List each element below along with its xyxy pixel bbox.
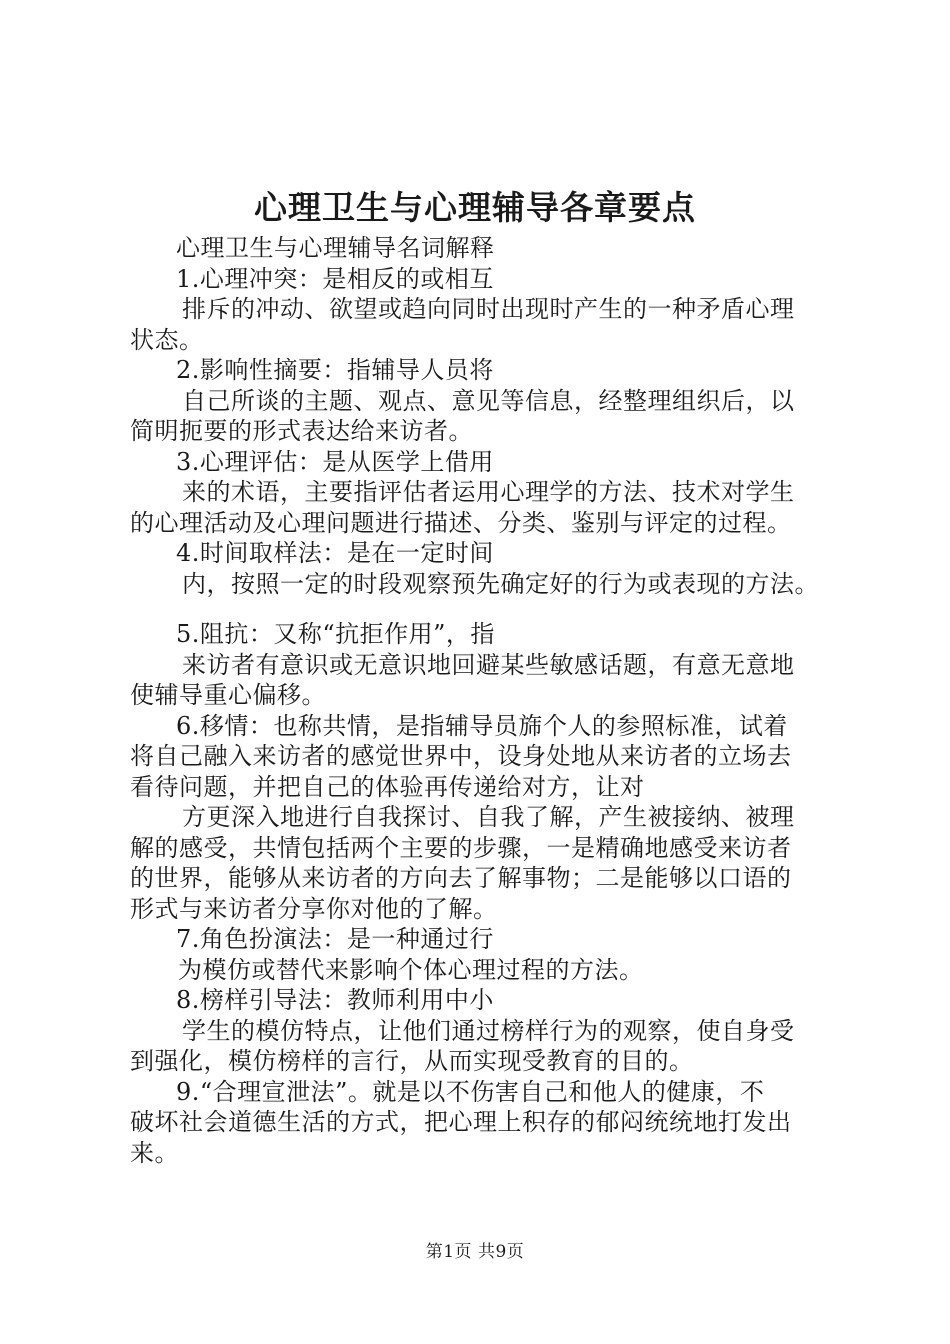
paragraph-line: 使辅导重心偏移。 xyxy=(130,681,326,709)
paragraph-line: 的心理活动及心理问题进行描述、分类、鉴别与评定的过程。 xyxy=(130,508,792,537)
paragraph-line: 为模仿或替代来影响个体心理过程的方法。 xyxy=(178,955,644,984)
term-heading: 9.“合理宣泄法”。就是以不伤害自己和他人的健康，不 xyxy=(176,1077,765,1106)
page-title: 心理卫生与心理辅导各章要点 xyxy=(254,188,696,227)
paragraph-line: 看待问题，并把自己的体验再传递给对方，让对 xyxy=(130,772,645,801)
section-heading: 心理卫生与心理辅导名词解释 xyxy=(176,234,495,262)
page-number-footer: 第1页 共9页 xyxy=(425,1242,525,1262)
term-heading: 3.心理评估：是从医学上借用 xyxy=(176,447,494,476)
paragraph-line: 内，按照一定的时段观察预先确定好的行为或表现的方法。 xyxy=(182,569,819,598)
term-heading: 5.阻抗：又称“抗拒作用”，指 xyxy=(176,620,495,648)
paragraph-line: 来。 xyxy=(130,1138,179,1167)
document-body xyxy=(130,233,840,1168)
paragraph-line: 方更深入地进行自我探讨、自我了解，产生被接纳、被理 xyxy=(182,803,795,831)
paragraph-line: 状态。 xyxy=(130,325,204,354)
paragraph-gap xyxy=(130,599,840,619)
paragraph-line: 形式与来访者分享你对他的了解。 xyxy=(130,894,498,923)
paragraph-line: 来的术语，主要指评估者运用心理学的方法、技术对学生 xyxy=(182,478,795,506)
term-heading: 2.影响性摘要：指辅导人员将 xyxy=(176,356,494,384)
term-heading: 7.角色扮演法：是一种通过行 xyxy=(176,925,494,953)
paragraph-line: 解的感受，共情包括两个主要的步骤，一是精确地感受来访者 xyxy=(130,833,792,862)
paragraph-line: 的世界，能够从来访者的方向去了解事物；二是能够以口语的 xyxy=(130,864,792,892)
term-heading: 6.移情：也称共情，是指辅导员旆个人的参照标准，试着 xyxy=(176,711,788,740)
paragraph-line: 将自己融入来访者的感觉世界中，设身处地从来访者的立场去 xyxy=(130,742,792,770)
paragraph-line: 自己所谈的主题、观点、意见等信息，经整理组织后，以 xyxy=(182,386,795,415)
paragraph-line: 简明扼要的形式表达给来访者。 xyxy=(130,417,473,445)
paragraph-line: 破坏社会道德生活的方式，把心理上积存的郁闷统统地打发出 xyxy=(130,1108,792,1136)
paragraph-line: 来访者有意识或无意识地回避某些敏感话题，有意无意地 xyxy=(182,650,795,679)
term-heading: 4.时间取样法：是在一定时间 xyxy=(176,539,494,567)
paragraph-line: 学生的模仿特点，让他们通过榜样行为的观察，使自身受 xyxy=(182,1016,795,1045)
paragraph-line: 到强化，模仿榜样的言行，从而实现受教育的目的。 xyxy=(130,1047,694,1075)
paragraph-line: 排斥的冲动、欲望或趋向同时出现时产生的一种矛盾心理 xyxy=(182,295,795,323)
term-heading: 1.心理冲突：是相反的或相互 xyxy=(176,264,494,293)
term-heading: 8.榜样引导法：教师利用中小 xyxy=(176,986,494,1014)
